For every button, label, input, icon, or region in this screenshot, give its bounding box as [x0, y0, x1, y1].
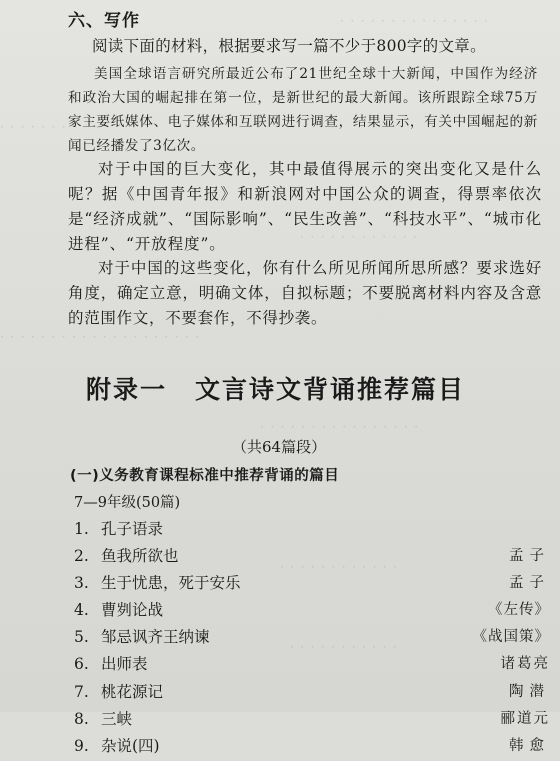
item-number: 5. — [74, 628, 89, 647]
bleed-through-texture: · · · · · · · · · · · · · · · · · · · · · · · · · · · · · · · · · · · · · · · · · · · · · · · · · · · · · · · · · · · · · · · · · · · · · · · · · · · · · · · · · · · · · · · · · · · · · — [0, 14, 489, 655]
item-title: 杂说(四) — [100, 736, 160, 755]
item-author: 诸葛亮 — [500, 656, 550, 673]
list-item — [74, 680, 550, 707]
item-title: 邹忌讽齐王纳谏 — [100, 628, 210, 647]
item-number: 3. — [74, 574, 89, 593]
item-author: 郦道元 — [500, 710, 550, 727]
list-item — [74, 625, 550, 652]
list-item — [74, 652, 550, 679]
material-paragraph-1: 美国全球语言研究所最近公布了21世纪全球十大新闻，中国作为经济和政治大国的崛起排在第一位，是新世纪的最大新闻。该所跟踪全球75万家主要纸媒体、电子媒体和互联网进行调查，结果显示，有关中国崛起的新闻已经播发了3亿次。 — [68, 66, 538, 154]
item-title: 生于忧患，死于安乐 — [100, 574, 241, 593]
item-title: 桃花源记 — [100, 682, 163, 701]
item-number: 7. — [74, 682, 89, 701]
subsection-heading: (一)义务教育课程标准中推荐背诵的篇目 — [70, 468, 340, 484]
item-title: 鱼我所欲也 — [100, 547, 179, 566]
item-author: 孟子 — [509, 548, 550, 565]
grade-label: 7—9年级(50篇) — [74, 495, 181, 511]
writing-instruction: 阅读下面的材料，根据要求写一篇不少于800字的文章。 — [92, 37, 486, 55]
list-item — [74, 734, 550, 761]
section-heading: 六、写作 — [68, 11, 140, 31]
list-item — [74, 598, 550, 625]
appendix-title — [86, 370, 465, 406]
appendix-heading: 文言诗文背诵推荐篇目 — [195, 375, 466, 404]
item-number: 2. — [74, 547, 89, 566]
appendix-label: 附录一 — [86, 375, 168, 404]
item-number: 9. — [74, 736, 89, 755]
item-number: 8. — [74, 709, 89, 728]
list-item — [74, 517, 550, 544]
item-title: 孔子语录 — [100, 520, 163, 538]
item-title: 三峡 — [100, 709, 132, 728]
item-title: 曹刿论战 — [100, 601, 163, 620]
writing-requirement: 对于中国的这些变化，你有什么所见所闻所思所感？要求选好角度，确定立意，明确文体，自拟标题；不要脱离材料内容及含意的范围作文，不要套作，不得抄袭。 — [68, 259, 542, 327]
item-number: 6. — [74, 655, 89, 674]
item-title: 出师表 — [100, 655, 148, 674]
list-item — [74, 571, 550, 598]
item-author: 韩愈 — [509, 737, 550, 754]
material-paragraph-2: 对于中国的巨大变化，其中最值得展示的突出变化又是什么呢？据《中国青年报》和新浪网对中国公众的调查，得票率依次是“经济成就”、“国际影响”、“民生改善”、“科技水平”、“城市化进程”、“开放程度”。 — [68, 160, 542, 253]
item-author: 孟子 — [509, 575, 550, 592]
item-number: 1. — [74, 520, 89, 538]
item-author: 《战国策》 — [472, 629, 550, 646]
list-item — [74, 544, 550, 571]
list-item — [74, 707, 550, 734]
item-number: 4. — [74, 601, 89, 620]
item-author: 《左传》 — [488, 602, 550, 619]
item-author: 陶潜 — [509, 683, 550, 700]
piece-count: （共64篇段） — [232, 438, 327, 456]
recitation-list — [74, 517, 550, 761]
